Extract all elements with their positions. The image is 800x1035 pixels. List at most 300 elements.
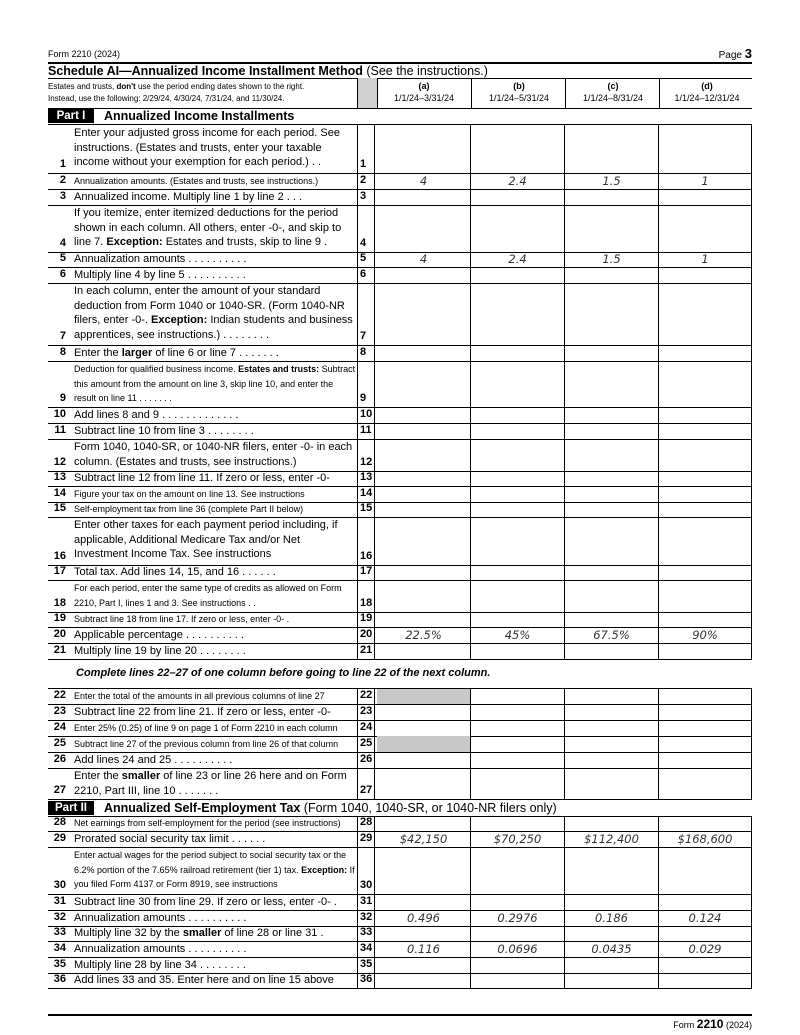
line-22-column-b-field[interactable] bbox=[471, 689, 565, 704]
line-33-column-b-field[interactable] bbox=[471, 926, 565, 941]
line-8-column-a-field[interactable] bbox=[377, 345, 471, 361]
line-28-column-d-field[interactable] bbox=[659, 816, 752, 831]
line-9-column-c-field[interactable] bbox=[565, 361, 659, 407]
line-27-column-a-field[interactable] bbox=[377, 768, 471, 799]
line-15-column-c-field[interactable] bbox=[565, 502, 659, 517]
line-24-row bbox=[48, 720, 752, 737]
line-description: Enter the larger of line 6 or line 7 . . . . . . . bbox=[74, 347, 279, 359]
line-35-column-b-field[interactable] bbox=[471, 957, 565, 973]
line-number: 12 bbox=[53, 456, 66, 468]
line-18-column-c-field[interactable] bbox=[565, 580, 659, 612]
column-header-d: (d) 1/1/24–12/31/24 bbox=[674, 81, 740, 103]
line-32-column-d-field[interactable]: 0.124 bbox=[659, 910, 752, 926]
line-36-column-b-field[interactable] bbox=[471, 973, 565, 988]
line-14-column-a-field[interactable] bbox=[377, 486, 471, 502]
line-1-row bbox=[48, 125, 752, 174]
line-number: 33 bbox=[53, 926, 66, 938]
line-14-column-d-field[interactable] bbox=[659, 486, 752, 502]
line-33-row bbox=[48, 926, 752, 942]
line-number-box: 19 bbox=[357, 612, 375, 627]
line-7-column-d-field[interactable] bbox=[659, 283, 752, 345]
line-6-column-a-field[interactable] bbox=[377, 267, 471, 283]
line-number-box: 25 bbox=[357, 736, 375, 752]
line-number-box: 35 bbox=[357, 957, 375, 973]
line-10-column-a-field[interactable] bbox=[377, 407, 471, 423]
part1-header bbox=[48, 108, 752, 125]
line-24-column-b-field[interactable] bbox=[471, 720, 565, 736]
line-23-column-b-field[interactable] bbox=[471, 704, 565, 720]
line-17-column-a-field[interactable] bbox=[377, 565, 471, 580]
line-description: Total tax. Add lines 14, 15, and 16 . . . . . . bbox=[74, 566, 276, 578]
line-24-column-c-field[interactable] bbox=[565, 720, 659, 736]
line-29-column-b-field[interactable]: $70,250 bbox=[471, 831, 565, 847]
line-number-box: 10 bbox=[357, 407, 375, 423]
line-2-row bbox=[48, 173, 752, 190]
line-description: Enter the smaller of line 23 or line 26 here and on Form 2210, Part III, line 10 . . . . . . . bbox=[74, 770, 347, 797]
line-13-column-d-field[interactable] bbox=[659, 471, 752, 486]
line-number: 14 bbox=[53, 487, 66, 499]
line-10-column-d-field[interactable] bbox=[659, 407, 752, 423]
column-instruction: Complete lines 22–27 of one column before going to line 22 of the next column. bbox=[76, 667, 491, 679]
line-5-row bbox=[48, 252, 752, 268]
line-number: 32 bbox=[53, 911, 66, 923]
line-description: Applicable percentage . . . . . . . . . . bbox=[74, 629, 244, 641]
line-30-column-c-field[interactable] bbox=[565, 847, 659, 894]
line-4-column-c-field[interactable] bbox=[565, 205, 659, 252]
line-19-column-d-field[interactable] bbox=[659, 612, 752, 627]
line-31-column-c-field[interactable] bbox=[565, 894, 659, 910]
line-number: 35 bbox=[53, 958, 66, 970]
line-7-row bbox=[48, 283, 752, 346]
line-21-column-d-field[interactable] bbox=[659, 643, 752, 659]
line-15-column-a-field[interactable] bbox=[377, 502, 471, 517]
line-number: 2 bbox=[59, 174, 66, 186]
line-number: 30 bbox=[53, 879, 66, 891]
line-15-column-d-field[interactable] bbox=[659, 502, 752, 517]
line-number-box: 23 bbox=[357, 704, 375, 720]
line-number-box: 32 bbox=[357, 910, 375, 926]
line-number: 1 bbox=[59, 158, 66, 170]
line-description: Subtract line 27 of the previous column from line 26 of that column bbox=[74, 739, 339, 749]
line-number: 11 bbox=[54, 424, 66, 436]
page-header bbox=[48, 46, 752, 62]
line-number: 27 bbox=[53, 784, 66, 796]
line-36-column-c-field[interactable] bbox=[565, 973, 659, 988]
line-22-row bbox=[48, 689, 752, 705]
line-13-column-a-field[interactable] bbox=[377, 471, 471, 486]
line-description: In each column, enter the amount of your standard deduction from Form 1040 or 1040-SR. (Form 1040-NR filers, enter -0-. Exception: Indian students and business apprentices, see instructions.) . . . . . . . . bbox=[74, 285, 353, 341]
line-5-column-a-field[interactable]: 4 bbox=[377, 252, 471, 267]
line-14-column-b-field[interactable] bbox=[471, 486, 565, 502]
line-number-box: 2 bbox=[357, 173, 375, 189]
line-20-column-b-field[interactable]: 45% bbox=[471, 627, 565, 643]
part1-tag: Part I bbox=[48, 109, 94, 123]
line-description: Enter the total of the amounts in all previous columns of line 27 bbox=[74, 691, 325, 701]
line-description: Add lines 33 and 35. Enter here and on line 15 above bbox=[74, 974, 334, 986]
line-34-column-d-field[interactable]: 0.029 bbox=[659, 941, 752, 957]
line-24-column-a-field[interactable] bbox=[377, 720, 471, 736]
line-20-column-c-field[interactable]: 67.5% bbox=[565, 627, 659, 643]
line-number-box: 18 bbox=[357, 580, 375, 612]
line-16-column-d-field[interactable] bbox=[659, 517, 752, 565]
line-25-column-a-field bbox=[377, 736, 471, 752]
line-27-column-d-field[interactable] bbox=[659, 768, 752, 799]
column-header-row bbox=[48, 78, 752, 109]
line-description: Enter other taxes for each payment period including, if applicable, Additional Medicare Tax and/or Net Investment Income Tax. See instructions bbox=[74, 519, 338, 560]
page-number: Page 3 bbox=[718, 46, 752, 61]
line-number: 6 bbox=[59, 268, 66, 280]
line-5-column-d-field[interactable]: 1 bbox=[659, 252, 752, 267]
line-12-column-d-field[interactable] bbox=[659, 439, 752, 471]
line-8-column-b-field[interactable] bbox=[471, 345, 565, 361]
line-14-row bbox=[48, 486, 752, 503]
line-number: 8 bbox=[59, 346, 66, 358]
line-11-column-d-field[interactable] bbox=[659, 423, 752, 439]
line-9-column-d-field[interactable] bbox=[659, 361, 752, 407]
line-description: Prorated social security tax limit . . . . . . bbox=[74, 833, 266, 845]
line-29-row bbox=[48, 831, 752, 848]
line-31-column-a-field[interactable] bbox=[377, 894, 471, 910]
line-35-row bbox=[48, 957, 752, 974]
line-33-column-d-field[interactable] bbox=[659, 926, 752, 941]
line-18-row bbox=[48, 580, 752, 613]
line-description: Self-employment tax from line 36 (complete Part II below) bbox=[74, 504, 304, 514]
line-36-column-d-field[interactable] bbox=[659, 973, 752, 988]
line-22-column-c-field[interactable] bbox=[565, 689, 659, 704]
line-9-row bbox=[48, 361, 752, 408]
line-31-column-b-field[interactable] bbox=[471, 894, 565, 910]
line-30-column-b-field[interactable] bbox=[471, 847, 565, 894]
line-11-column-c-field[interactable] bbox=[565, 423, 659, 439]
line-description: Multiply line 32 by the smaller of line 28 or line 31 . bbox=[74, 927, 324, 939]
line-14-column-c-field[interactable] bbox=[565, 486, 659, 502]
line-13-column-b-field[interactable] bbox=[471, 471, 565, 486]
line-31-column-d-field[interactable] bbox=[659, 894, 752, 910]
line-2-column-c-field[interactable]: 1.5 bbox=[565, 173, 659, 189]
line-number-box: 27 bbox=[357, 768, 375, 799]
line-number: 4 bbox=[59, 237, 66, 249]
line-number: 9 bbox=[59, 392, 66, 404]
line-29-column-c-field[interactable]: $112,400 bbox=[565, 831, 659, 847]
line-description: Annualization amounts . . . . . . . . . . bbox=[74, 943, 247, 955]
line-number-box: 16 bbox=[357, 517, 375, 565]
line-21-column-b-field[interactable] bbox=[471, 643, 565, 659]
line-11-column-a-field[interactable] bbox=[377, 423, 471, 439]
line-32-column-a-field[interactable]: 0.496 bbox=[377, 910, 471, 926]
line-17-column-b-field[interactable] bbox=[471, 565, 565, 580]
line-17-row bbox=[48, 565, 752, 581]
line-number: 3 bbox=[59, 190, 66, 202]
line-2-column-d-field[interactable]: 1 bbox=[659, 173, 752, 189]
line-number: 20 bbox=[53, 628, 66, 640]
line-16-row bbox=[48, 517, 752, 566]
line-number-box: 20 bbox=[357, 627, 375, 643]
line-1-column-c-field[interactable] bbox=[565, 125, 659, 173]
line-number-box: 7 bbox=[357, 283, 375, 345]
line-10-column-b-field[interactable] bbox=[471, 407, 565, 423]
line-number-box: 9 bbox=[357, 361, 375, 407]
line-number-box: 26 bbox=[357, 752, 375, 768]
line-26-column-c-field[interactable] bbox=[565, 752, 659, 768]
column-header-b: (b) 1/1/24–5/31/24 bbox=[488, 81, 550, 103]
line-34-column-c-field[interactable]: 0.0435 bbox=[565, 941, 659, 957]
line-number-box: 34 bbox=[357, 941, 375, 957]
line-3-column-d-field[interactable] bbox=[659, 189, 752, 205]
line-description: For each period, enter the same type of credits as allowed on Form 2210, Part I, lines 1 and 3. See instructions . . bbox=[74, 583, 342, 608]
line-30-column-d-field[interactable] bbox=[659, 847, 752, 894]
line-description: Multiply line 19 by line 20 . . . . . . . . bbox=[74, 645, 246, 657]
line-28-row bbox=[48, 816, 752, 832]
line-23-column-c-field[interactable] bbox=[565, 704, 659, 720]
line-number-box: 30 bbox=[357, 847, 375, 894]
line-10-row bbox=[48, 407, 752, 424]
line-description: If you itemize, enter itemized deductions for the period shown in each column. All others, enter -0-, and skip to line 7. Exception: Estates and trusts, skip to line 9 . bbox=[74, 207, 342, 248]
line-description: Multiply line 28 by line 34 . . . . . . . . bbox=[74, 959, 246, 971]
line-22-column-a-field bbox=[377, 689, 471, 704]
line-25-column-d-field[interactable] bbox=[659, 736, 752, 752]
line-description: Net earnings from self-employment for the period (see instructions) bbox=[74, 818, 341, 828]
line-34-column-b-field[interactable]: 0.0696 bbox=[471, 941, 565, 957]
line-1-column-d-field[interactable] bbox=[659, 125, 752, 173]
line-30-row bbox=[48, 847, 752, 895]
line-21-column-c-field[interactable] bbox=[565, 643, 659, 659]
line-8-column-d-field[interactable] bbox=[659, 345, 752, 361]
line-28-column-a-field[interactable] bbox=[377, 816, 471, 831]
line-6-column-c-field[interactable] bbox=[565, 267, 659, 283]
line-number: 10 bbox=[53, 408, 66, 420]
line-23-column-a-field[interactable] bbox=[377, 704, 471, 720]
line-number: 15 bbox=[53, 502, 66, 514]
line-20-column-a-field[interactable]: 22.5% bbox=[377, 627, 471, 643]
line-20-row bbox=[48, 627, 752, 644]
line-16-column-a-field[interactable] bbox=[377, 517, 471, 565]
line-number: 19 bbox=[53, 612, 66, 624]
line-32-row bbox=[48, 910, 752, 927]
line-4-column-b-field[interactable] bbox=[471, 205, 565, 252]
line-24-column-d-field[interactable] bbox=[659, 720, 752, 736]
line-number-box: 21 bbox=[357, 643, 375, 659]
line-6-row bbox=[48, 267, 752, 284]
line-34-column-a-field[interactable]: 0.116 bbox=[377, 941, 471, 957]
line-number-box: 3 bbox=[357, 189, 375, 205]
line-description: Annualization amounts . . . . . . . . . . bbox=[74, 912, 247, 924]
line-description: Subtract line 22 from line 21. If zero or less, enter -0- bbox=[74, 706, 331, 718]
part2-title: Annualized Self-Employment Tax (Form 1040, 1040-SR, or 1040-NR filers only) bbox=[104, 801, 557, 815]
line-description: Annualization amounts . . . . . . . . . . bbox=[74, 253, 247, 265]
line-8-column-c-field[interactable] bbox=[565, 345, 659, 361]
line-1-column-b-field[interactable] bbox=[471, 125, 565, 173]
line-description: Multiply line 4 by line 5 . . . . . . . . . . bbox=[74, 269, 246, 281]
column-header-a: (a) 1/1/24–3/31/24 bbox=[393, 81, 455, 103]
line-number-column-header bbox=[357, 78, 378, 108]
line-19-row bbox=[48, 612, 752, 628]
line-number: 28 bbox=[53, 816, 66, 828]
line-number: 22 bbox=[53, 689, 66, 701]
line-number-box: 33 bbox=[357, 926, 375, 941]
line-25-column-b-field[interactable] bbox=[471, 736, 565, 752]
line-number: 5 bbox=[59, 252, 66, 264]
line-description: Annualized income. Multiply line 1 by line 2 . . . bbox=[74, 191, 303, 203]
line-17-column-d-field[interactable] bbox=[659, 565, 752, 580]
line-15-column-b-field[interactable] bbox=[471, 502, 565, 517]
line-description: Form 1040, 1040-SR, or 1040-NR filers, enter -0- in each column. (Estates and trusts, see instructions.) bbox=[74, 441, 353, 468]
line-16-column-c-field[interactable] bbox=[565, 517, 659, 565]
line-description: Enter actual wages for the period subject to social security tax or the 6.2% portion of the 7.65% railroad retirement (tier 1) tax. Exception: If you filed Form 4137 or Form 8919, see instructions bbox=[74, 850, 355, 889]
line-description: Subtract line 18 from line 17. If zero or less, enter -0- . bbox=[74, 614, 290, 624]
line-number: 34 bbox=[53, 942, 66, 954]
line-2-column-a-field[interactable]: 4 bbox=[377, 173, 471, 189]
line-27-column-c-field[interactable] bbox=[565, 768, 659, 799]
line-7-column-b-field[interactable] bbox=[471, 283, 565, 345]
line-36-row bbox=[48, 973, 752, 989]
line-18-column-d-field[interactable] bbox=[659, 580, 752, 612]
line-description: Enter your adjusted gross income for each period. See instructions. (Estates and trusts, enter your taxable income without your exemption for each period.) . . bbox=[74, 127, 340, 168]
line-description: Annualization amounts. (Estates and trusts, see instructions.) bbox=[74, 176, 319, 186]
line-19-column-b-field[interactable] bbox=[471, 612, 565, 627]
line-32-column-b-field[interactable]: 0.2976 bbox=[471, 910, 565, 926]
line-number: 16 bbox=[53, 550, 66, 562]
line-12-row bbox=[48, 439, 752, 472]
form-id: Form 2210 (2024) bbox=[48, 49, 121, 59]
line-description: Add lines 24 and 25 . . . . . . . . . . bbox=[74, 754, 233, 766]
part2-header bbox=[48, 799, 752, 817]
line-19-column-c-field[interactable] bbox=[565, 612, 659, 627]
line-3-row bbox=[48, 189, 752, 206]
line-number-box: 15 bbox=[357, 502, 375, 517]
page-footer: Form 2210 (2024) bbox=[673, 1017, 752, 1031]
line-number-box: 4 bbox=[357, 205, 375, 252]
line-number-box: 36 bbox=[357, 973, 375, 988]
line-1-column-a-field[interactable] bbox=[377, 125, 471, 173]
line-26-row bbox=[48, 752, 752, 769]
line-6-column-b-field[interactable] bbox=[471, 267, 565, 283]
line-20-column-d-field[interactable]: 90% bbox=[659, 627, 752, 643]
line-35-column-c-field[interactable] bbox=[565, 957, 659, 973]
line-21-column-a-field[interactable] bbox=[377, 643, 471, 659]
line-26-column-a-field[interactable] bbox=[377, 752, 471, 768]
line-23-row bbox=[48, 704, 752, 721]
line-12-column-b-field[interactable] bbox=[471, 439, 565, 471]
line-28-column-b-field[interactable] bbox=[471, 816, 565, 831]
line-6-column-d-field[interactable] bbox=[659, 267, 752, 283]
line-number-box: 31 bbox=[357, 894, 375, 910]
line-4-row bbox=[48, 205, 752, 253]
line-21-row bbox=[48, 643, 752, 660]
line-description: Enter 25% (0.25) of line 9 on page 1 of Form 2210 in each column bbox=[74, 723, 338, 733]
line-18-column-a-field[interactable] bbox=[377, 580, 471, 612]
line-description: Subtract line 10 from line 3 . . . . . . . . bbox=[74, 425, 254, 437]
line-description: Subtract line 12 from line 11. If zero or less, enter -0- bbox=[74, 472, 330, 484]
line-7-column-a-field[interactable] bbox=[377, 283, 471, 345]
line-number-box: 29 bbox=[357, 831, 375, 847]
line-description: Subtract line 30 from line 29. If zero or less, enter -0- . bbox=[74, 896, 337, 908]
line-35-column-d-field[interactable] bbox=[659, 957, 752, 973]
line-13-column-c-field[interactable] bbox=[565, 471, 659, 486]
line-11-row bbox=[48, 423, 752, 440]
estates-note: Estates and trusts, don't use the period ending dates shown to the right. Instead, use the following: 2/29/24, 4/30/24, 7/31/24, and 11/30/24. bbox=[48, 82, 305, 103]
line-number-box: 17 bbox=[357, 565, 375, 580]
line-number-box: 14 bbox=[357, 486, 375, 502]
line-11-column-b-field[interactable] bbox=[471, 423, 565, 439]
line-34-row bbox=[48, 941, 752, 958]
line-15-row bbox=[48, 502, 752, 518]
line-26-column-d-field[interactable] bbox=[659, 752, 752, 768]
line-number: 7 bbox=[59, 330, 66, 342]
line-35-column-a-field[interactable] bbox=[377, 957, 471, 973]
line-number-box: 5 bbox=[357, 252, 375, 267]
line-4-column-d-field[interactable] bbox=[659, 205, 752, 252]
line-number-box: 8 bbox=[357, 345, 375, 361]
line-number-box: 12 bbox=[357, 439, 375, 471]
line-19-column-a-field[interactable] bbox=[377, 612, 471, 627]
line-5-column-b-field[interactable]: 2.4 bbox=[471, 252, 565, 267]
line-36-column-a-field[interactable] bbox=[377, 973, 471, 988]
line-number-box: 6 bbox=[357, 267, 375, 283]
line-5-column-c-field[interactable]: 1.5 bbox=[565, 252, 659, 267]
line-3-column-b-field[interactable] bbox=[471, 189, 565, 205]
line-description: Deduction for qualified business income. Estates and trusts: Subtract this amount from the amount on line 3, skip line 10, and enter the result on line 11 . . . . . . . bbox=[74, 364, 356, 403]
line-number: 21 bbox=[53, 644, 66, 656]
line-25-row bbox=[48, 736, 752, 753]
line-number: 25 bbox=[53, 737, 66, 749]
line-33-column-a-field[interactable] bbox=[377, 926, 471, 941]
line-33-column-c-field[interactable] bbox=[565, 926, 659, 941]
line-3-column-c-field[interactable] bbox=[565, 189, 659, 205]
line-4-column-a-field[interactable] bbox=[377, 205, 471, 252]
line-29-column-a-field[interactable]: $42,150 bbox=[377, 831, 471, 847]
line-13-row bbox=[48, 471, 752, 487]
line-number: 31 bbox=[53, 895, 66, 907]
schedule-title: Schedule AI—Annualized Income Installment Method (See the instructions.) bbox=[48, 62, 752, 79]
line-number-box: 28 bbox=[357, 816, 375, 831]
line-number: 17 bbox=[53, 565, 66, 577]
line-description: Add lines 8 and 9 . . . . . . . . . . . . . bbox=[74, 409, 239, 421]
line-8-row bbox=[48, 345, 752, 362]
line-number: 23 bbox=[53, 705, 66, 717]
line-12-column-c-field[interactable] bbox=[565, 439, 659, 471]
line-number: 26 bbox=[53, 753, 66, 765]
part2-tag: Part II bbox=[48, 801, 94, 815]
line-number-box: 13 bbox=[357, 471, 375, 486]
line-number-box: 24 bbox=[357, 720, 375, 736]
line-16-column-b-field[interactable] bbox=[471, 517, 565, 565]
line-22-column-d-field[interactable] bbox=[659, 689, 752, 704]
line-2-column-b-field[interactable]: 2.4 bbox=[471, 173, 565, 189]
line-29-column-d-field[interactable]: $168,600 bbox=[659, 831, 752, 847]
line-25-column-c-field[interactable] bbox=[565, 736, 659, 752]
line-number: 24 bbox=[53, 721, 66, 733]
line-27-column-b-field[interactable] bbox=[471, 768, 565, 799]
line-number: 13 bbox=[53, 471, 66, 483]
line-30-column-a-field[interactable] bbox=[377, 847, 471, 894]
line-10-column-c-field[interactable] bbox=[565, 407, 659, 423]
line-9-column-b-field[interactable] bbox=[471, 361, 565, 407]
line-number: 18 bbox=[53, 597, 66, 609]
line-26-column-b-field[interactable] bbox=[471, 752, 565, 768]
line-32-column-c-field[interactable]: 0.186 bbox=[565, 910, 659, 926]
line-28-column-c-field[interactable] bbox=[565, 816, 659, 831]
line-3-column-a-field[interactable] bbox=[377, 189, 471, 205]
line-18-column-b-field[interactable] bbox=[471, 580, 565, 612]
line-7-column-c-field[interactable] bbox=[565, 283, 659, 345]
line-number-box: 11 bbox=[357, 423, 375, 439]
line-number: 36 bbox=[53, 973, 66, 985]
line-17-column-c-field[interactable] bbox=[565, 565, 659, 580]
line-12-column-a-field[interactable] bbox=[377, 439, 471, 471]
line-number-box: 1 bbox=[357, 125, 375, 173]
line-23-column-d-field[interactable] bbox=[659, 704, 752, 720]
line-9-column-a-field[interactable] bbox=[377, 361, 471, 407]
